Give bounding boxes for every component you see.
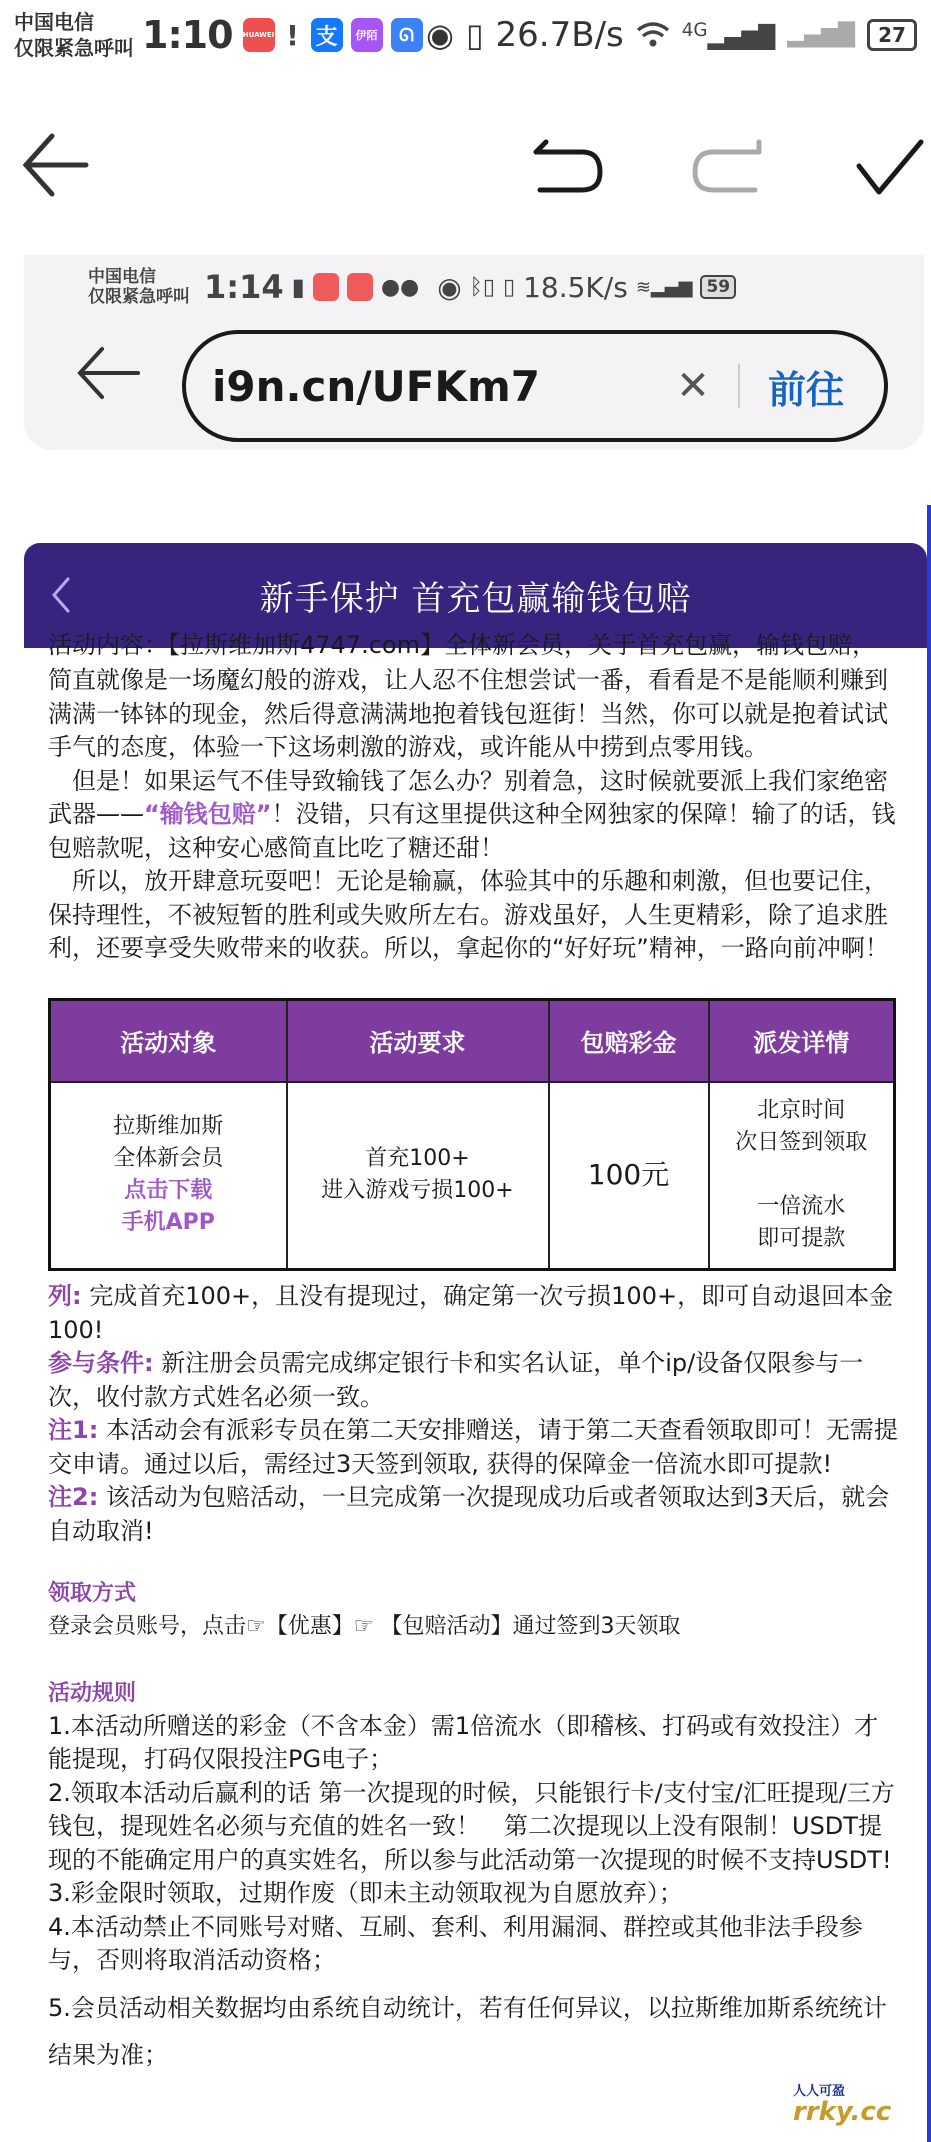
arrow-left-icon[interactable] — [20, 132, 90, 198]
inner-carrier-info — [88, 267, 190, 307]
browser-back-icon[interactable] — [74, 343, 144, 403]
cell-requirement — [287, 1082, 549, 1270]
eye-comfort-icon: ◉ — [437, 270, 462, 304]
header-amount: 包赔彩金 — [549, 1000, 709, 1082]
clock: 1:10 — [142, 13, 233, 57]
target-line: 拉斯维加斯 — [113, 1114, 224, 1140]
huawei-app-icon-2 — [347, 273, 373, 301]
notification-icons — [243, 18, 423, 52]
intro-paragraph-1: 简直就像是一场魔幻般的游戏，让人忍不住想尝试一番，看看是不是能顺利赚到满满一钵钵的现金，然后得意满满地抱着钱包逛街！当然，你可以就是抱着试试手气的态度，体验一下这场刺激的游戏，或许能从中捞到点零用钱。 — [48, 666, 888, 761]
inner-status-right — [437, 271, 736, 304]
inner-status-bar — [88, 255, 736, 319]
huawei-app-icon — [313, 273, 339, 301]
rule-item: 3.彩金限时领取，过期作废（即未主动领取视为自愿放弃）； — [48, 1879, 683, 1907]
signal-sim2-icon: ▂▄▆█ — [787, 22, 855, 48]
vibrate-icon: ▯ — [502, 274, 516, 300]
rule-item: 1.本活动所赠送的彩金（不含本金）需1倍流水（即稽核、打码或有效投注）才能提现，打码仅限投注PG电子； — [48, 1711, 879, 1773]
watermark-bottom: rrky.cc — [793, 2097, 892, 2127]
spacer — [48, 1548, 898, 1578]
spacer — [48, 1644, 898, 1678]
carrier-status: 仅限紧急呼叫 — [14, 36, 134, 60]
status-right — [426, 15, 917, 55]
alipay-icon: 支 — [311, 18, 343, 52]
carrier-name: 中国电信 — [14, 10, 94, 34]
note-2 — [48, 1481, 898, 1548]
conditions-label: 参与条件: — [48, 1349, 154, 1377]
claim-method-text: 登录会员账号，点击☞【优惠】☞ 【包赔活动】通过签到3天领取 — [48, 1614, 681, 1639]
battery-indicator: 27 — [867, 19, 917, 51]
notes-section — [48, 1280, 898, 2073]
watermark-top: 人人可盈 — [793, 2084, 846, 2099]
table-row — [50, 1082, 895, 1270]
target-line: 全体新会员 — [113, 1146, 224, 1172]
wechat-icon: ●● — [380, 274, 420, 300]
conditions-text: 新注册会员需完成绑定银行卡和实名认证，单个ip/设备仅限参与一次，收付款方式姓名必须一致。 — [48, 1349, 864, 1411]
scrollbar[interactable] — [927, 505, 931, 2142]
warning-icon: ! — [286, 18, 299, 52]
example-label: 列: — [48, 1282, 82, 1310]
app-notification-icon: ᘏ — [391, 18, 423, 52]
note1-text: 本活动会有派彩专员在第二天安排赠送，请于第二天查看领取即可！无需提交申请。通过以后，需经过3天签到领取, 获得的保障金一倍流水即可提款! — [48, 1416, 898, 1478]
rules-title: 活动规则 — [48, 1680, 137, 1706]
requirement-line: 首充100+ — [365, 1146, 470, 1172]
vibrate-icon: ▯ — [465, 16, 484, 54]
intro-section — [48, 631, 898, 966]
signal-icon: ≋▂▄▆ — [635, 276, 693, 298]
clipped-line: 活动内容：【拉斯维加斯4747.com】全体新会员，关于首充包赢，输钱包赔， — [48, 631, 876, 659]
inner-clock: 1:14 — [204, 268, 284, 306]
momo-app-icon: 伊陌 — [351, 18, 383, 52]
embedded-browser-bar — [24, 255, 924, 450]
spacer — [710, 1159, 894, 1191]
intro-paragraph-2 — [48, 765, 898, 866]
carrier-info — [14, 9, 134, 61]
note2-label: 注2: — [48, 1483, 99, 1511]
signal-icon: $^{4G}$▂▄▆█ — [681, 19, 776, 51]
header-details: 派发详情 — [709, 1000, 895, 1082]
back-chevron-icon[interactable] — [46, 573, 76, 617]
page-title: 新手保护 首充包赢输钱包赔 — [259, 579, 692, 619]
promo-table — [48, 998, 896, 1271]
detail-line: 即可提款 — [757, 1226, 846, 1252]
status-bar — [0, 0, 931, 70]
wifi-icon — [636, 20, 670, 50]
eye-comfort-icon: ◉ — [426, 16, 454, 54]
claim-method-title: 领取方式 — [48, 1581, 137, 1606]
url-divider — [738, 364, 740, 408]
note1-label: 注1: — [48, 1416, 99, 1444]
example-text: 完成首充100+，且没有提现过，确定第一次亏损100+，即可自动退回本金100! — [48, 1282, 894, 1344]
note2-text: 该活动为包赔活动，一旦完成第一次提现成功后或者领取达到3天后，就会自动取消! — [48, 1483, 890, 1545]
redo-icon[interactable] — [690, 140, 765, 196]
url-input[interactable] — [182, 330, 888, 442]
intro-paragraph-3: 所以，放开肆意玩耍吧！无论是输赢，体验其中的乐趣和刺激，但也要记住，保持理性，不被短暂的胜利或失败所左右。游戏虽好，人生更精彩，除了追求胜利，还要享受失败带来的收获。所以，拿起你的“好好玩”精神，一路向前冲啊！ — [48, 867, 889, 962]
para2-text-before: 但是！如果运气不佳导致输钱了怎么办？别着急，这时候就要派上我们家绝密武器—— — [48, 766, 888, 828]
editor-toolbar — [0, 110, 931, 220]
clear-url-button[interactable]: ✕ — [676, 363, 710, 409]
huawei-app-icon: HUAWEI — [243, 18, 275, 52]
check-icon[interactable] — [855, 138, 925, 198]
inner-battery: 59 — [700, 275, 736, 299]
rule-item: 结果为准； — [48, 2041, 168, 2069]
rule-item: 2.领取本活动后赢利的话 第一次提现的时候，只能银行卡/支付宝/汇旺提现/三方钱包，提现姓名必须与充值的姓名一致！ 第二次提现以上没有限制！USDT提现的不能确定用户的真实姓名，所以参与此活动第一次提现的时候不支持USDT! — [48, 1778, 895, 1874]
bluetooth-icon: ᛒ▯ — [469, 274, 495, 300]
requirement-line: 进入游戏亏损100+ — [321, 1178, 514, 1204]
inner-carrier-name: 中国电信 — [88, 267, 156, 287]
cell-amount: 100元 — [549, 1082, 709, 1270]
lose-money-guarantee-highlight: “输钱包赔” — [144, 800, 272, 828]
watermark-logo — [793, 2080, 892, 2135]
para2-text-after: ！没错，只有这里提供这种全网独家的保障！输了的话，钱包赔款呢，这种安心感简直比吃了糖还甜！ — [48, 800, 896, 862]
url-text[interactable]: i9n.cn/UFKm7 — [212, 361, 540, 411]
undo-icon[interactable] — [530, 140, 605, 196]
table-header-row — [50, 1000, 895, 1082]
cell-target — [50, 1082, 287, 1270]
example-note — [48, 1280, 898, 1347]
detail-line: 次日签到领取 — [735, 1130, 868, 1156]
conditions-note — [48, 1347, 898, 1414]
inner-network-speed: 18.5K/s — [523, 270, 628, 304]
rule-item: 4.本活动禁止不同账号对赌、互刷、套利、利用漏洞、群控或其他非法手段参与，否则将取消活动资格； — [48, 1912, 863, 1974]
inner-carrier-status: 仅限紧急呼叫 — [88, 287, 190, 307]
download-app-link[interactable]: 点击下载 — [124, 1178, 213, 1204]
detail-line: 一倍流水 — [757, 1194, 846, 1220]
detail-line: 北京时间 — [757, 1098, 846, 1124]
rule-item: 5.会员活动相关数据均由系统自动统计，若有任何异议，以拉斯维加斯系统统计 — [48, 1993, 887, 2022]
network-speed: 26.7B/s — [495, 15, 624, 55]
cell-details — [709, 1082, 895, 1270]
header-requirement: 活动要求 — [287, 1000, 549, 1082]
mobile-app-link[interactable]: 手机APP — [121, 1210, 215, 1236]
warning-icon: ▮ — [291, 273, 305, 301]
go-button[interactable]: 前往 — [767, 367, 844, 412]
header-target: 活动对象 — [50, 1000, 287, 1082]
note-1 — [48, 1414, 898, 1481]
